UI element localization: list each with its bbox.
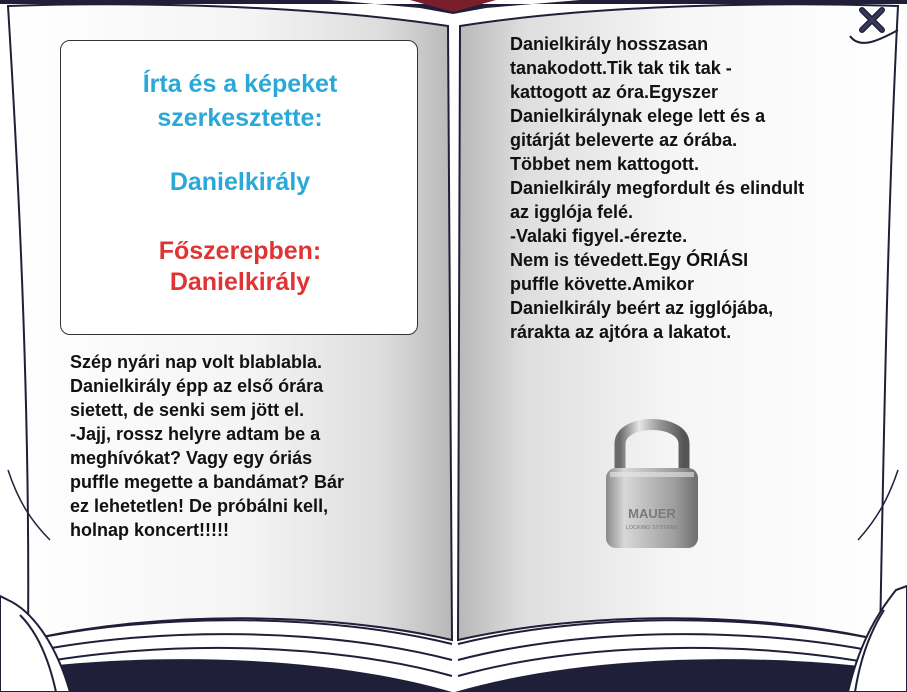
credits-author: Danielkirály [169,168,311,196]
credits-written-by-line2: szerkesztette: [157,104,323,132]
padlock-icon [600,408,704,550]
padlock-subtext: LOCKING SYSTEMS [625,525,679,531]
credits-star: Danielkirály [169,268,311,296]
credits-box [60,40,418,335]
padlock-brand: MAUER [628,506,676,521]
story-right-page-text: Danielkirály hosszasan tanakodott.Tik tak tik tak - kattogott az óra.Egyszer Danielkirálynak elege lett és a gitárját beleverte az órába. Többet nem kattogott. Danielkirály megfordult és elindult az igglója felé. -Valaki figyel.-érezte. Nem is tévedett.Egy ÓRIÁSI puffle követte.Amikor Danielkirály beért az igglójába, rárakta az ajtóra a lakatot. [510,34,805,342]
credits-starring-label: Főszerepben: [158,237,322,265]
credits-written-by-line1: Írta és a képeket [142,70,338,98]
close-icon[interactable] [855,3,889,37]
story-left-page-text: Szép nyári nap volt blablabla. Danielkirály épp az első órára sietett, de senki sem jött el. -Jajj, rossz helyre adtam be a meghívókat? Vagy egy óriás puffle megette a bandámat? Bár ez lehetetlen! De próbálni kell, holnap koncert!!!!! [70,352,345,540]
